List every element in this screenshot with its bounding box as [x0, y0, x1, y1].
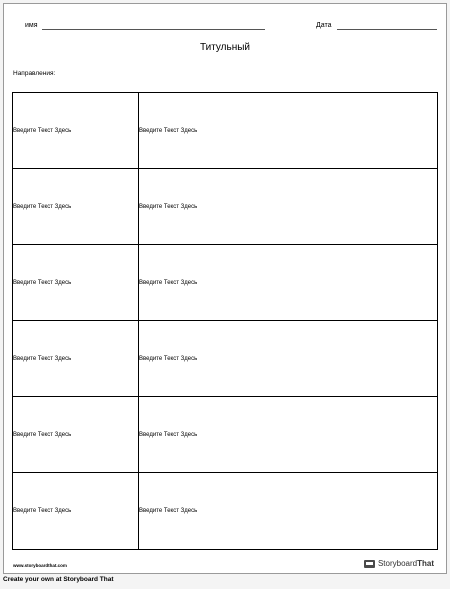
grid-cell[interactable]: Введите Текст Здесь: [13, 397, 139, 473]
storyboard-logo-icon: [364, 560, 375, 568]
grid-cell[interactable]: Введите Текст Здесь: [139, 397, 437, 473]
brand-name-part2: That: [417, 559, 434, 568]
brand-name: [378, 559, 434, 568]
grid-cell[interactable]: Введите Текст Здесь: [13, 321, 139, 397]
grid-cell[interactable]: Введите Текст Здесь: [13, 169, 139, 245]
grid-cell[interactable]: Введите Текст Здесь: [13, 473, 139, 549]
date-field-line[interactable]: [337, 29, 437, 30]
footer-url[interactable]: www.storyboardthat.com: [13, 563, 67, 568]
worksheet-page: [3, 3, 447, 574]
brand-name-part1: Storyboard: [377, 559, 418, 568]
name-label: имя: [25, 22, 38, 29]
grid-cell[interactable]: Введите Текст Здесь: [13, 93, 139, 169]
grid-cell[interactable]: Введите Текст Здесь: [139, 245, 437, 321]
worksheet-grid: [12, 92, 438, 550]
grid-cell[interactable]: Введите Текст Здесь: [139, 93, 437, 169]
directions-label[interactable]: Направления:: [13, 70, 56, 77]
grid-cell[interactable]: Введите Текст Здесь: [139, 508, 198, 514]
create-your-own-link[interactable]: Create your own at Storyboard That: [3, 576, 114, 583]
worksheet-title[interactable]: Титульный: [199, 42, 251, 53]
grid-cell[interactable]: Введите Текст Здесь: [139, 169, 437, 245]
brand-logo[interactable]: [364, 559, 434, 568]
date-label: Дата: [316, 22, 332, 29]
grid-cell[interactable]: Введите Текст Здесь: [13, 245, 139, 321]
name-field-line[interactable]: [42, 29, 265, 30]
grid-cell[interactable]: Введите Текст Здесь: [139, 321, 437, 397]
